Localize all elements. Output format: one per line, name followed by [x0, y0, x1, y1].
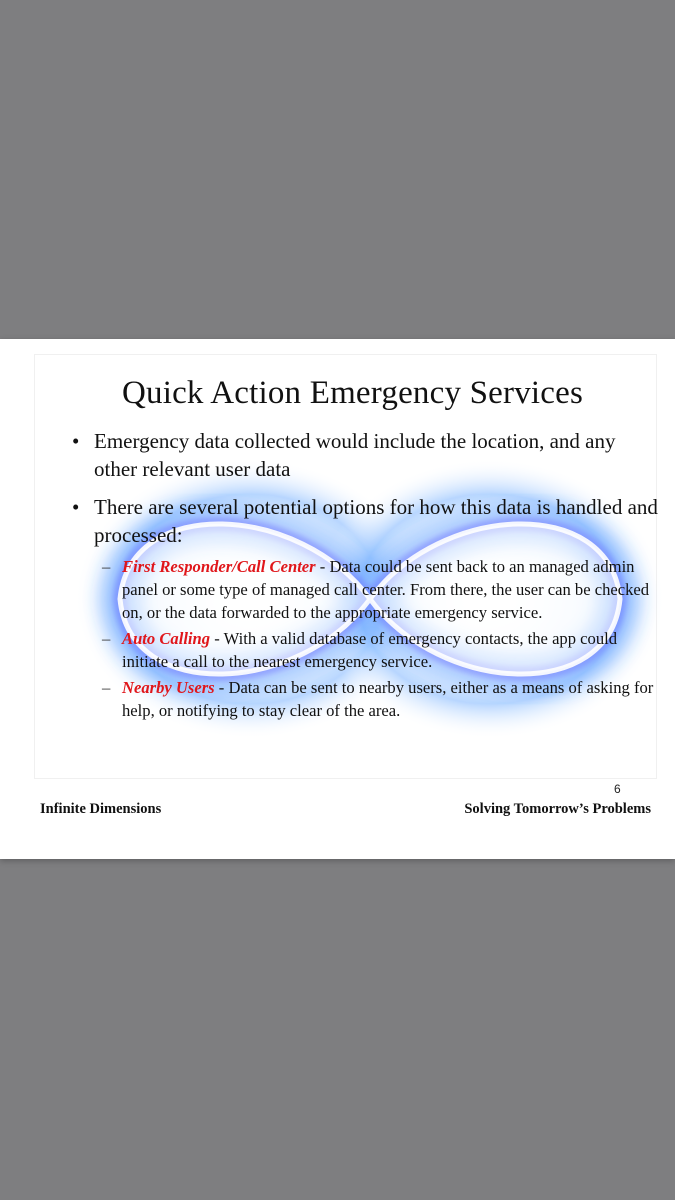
dash-icon: –: [102, 678, 111, 697]
slide-page: [0, 339, 675, 859]
option-description: - Data can be sent to nearby users, either as a means of asking for help, or notifying to stay clear of the area.: [122, 678, 654, 720]
sub-bullet-list: [72, 555, 662, 722]
sub-bullet-item: [72, 627, 662, 673]
option-term: Nearby Users: [122, 678, 215, 697]
bullet-item: [72, 427, 662, 483]
option-description: - Data could be sent back to an managed admin panel or some type of managed call center. From there, the user can be checked on, or the data forwarded to the appropriate emergency service.: [122, 557, 650, 622]
option-term: First Responder/Call Center: [122, 557, 316, 576]
footer-tagline: Solving Tomorrow’s Problems: [464, 801, 651, 817]
bullet-text: Emergency data collected would include the location, and any other relevant user data: [94, 429, 616, 481]
bullet-item: [72, 493, 662, 722]
dash-icon: –: [102, 557, 111, 576]
bullet-list: [72, 427, 662, 732]
bullet-dot-icon: •: [72, 429, 80, 453]
sub-bullet-item: [72, 676, 662, 722]
footer-company-name: Infinite Dimensions: [40, 801, 162, 817]
slide-title: Quick Action Emergency Services: [121, 375, 584, 411]
option-description: - With a valid database of emergency contacts, the app could initiate a call to the nearest emergency service.: [122, 629, 618, 671]
page-number: 6: [614, 782, 621, 796]
sub-bullet-item: [72, 555, 662, 624]
bullet-dot-icon: •: [72, 495, 80, 519]
dash-icon: –: [102, 629, 111, 648]
option-term: Auto Calling: [122, 629, 211, 648]
bullet-text: There are several potential options for how this data is handled and processed:: [94, 495, 658, 547]
